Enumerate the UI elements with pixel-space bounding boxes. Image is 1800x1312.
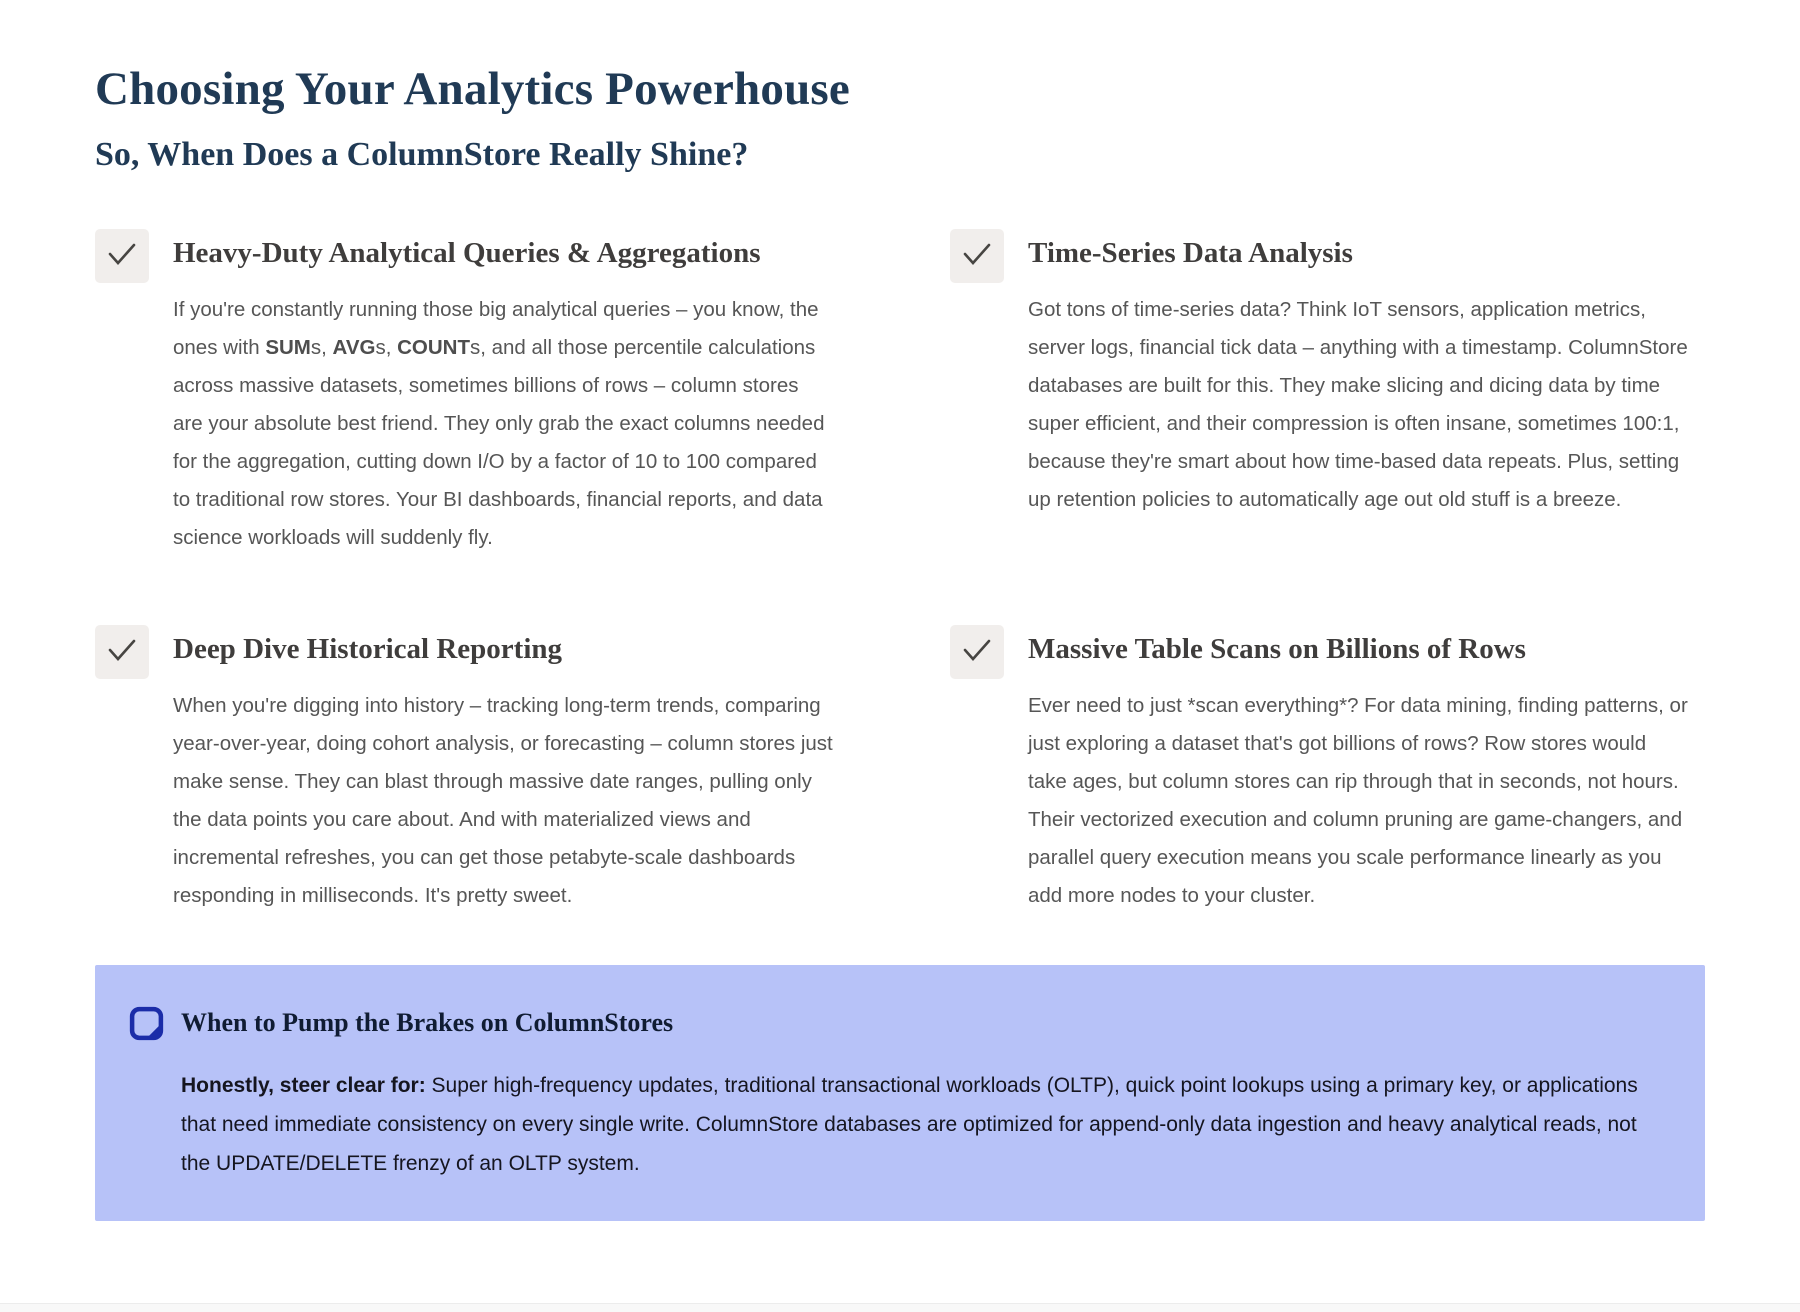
note-icon [128,1005,165,1042]
page-bottom-divider [0,1303,1800,1312]
feature-content [1028,625,1705,915]
checkmark-icon [950,625,1004,679]
feature-content [173,229,850,557]
feature-content [1028,229,1705,519]
page-title: Choosing Your Analytics Powerhouse [95,63,850,115]
checkmark-icon [95,229,149,283]
checkmark-icon [950,229,1004,283]
checkmark-icon [95,625,149,679]
callout-title: When to Pump the Brakes on ColumnStores [181,1008,674,1038]
callout-warning [95,965,1705,1221]
feature-content [173,625,850,915]
feature-section [950,625,1705,915]
feature-title: Time-Series Data Analysis [1028,236,1353,269]
checkmark-glyph [105,635,139,669]
checkmark-glyph [105,239,139,273]
feature-body: If you're constantly running those big analytical queries – you know, the ones with SUMs, AVGs, COUNTs, and all those percentile calculations across massive datasets, sometimes billions of rows – column stores are your absolute best friend. They only grab the exact columns needed for the aggregation, cutting down I/O by a factor of 10 to 100 compared to traditional row stores. Your BI dashboards, financial reports, and data science workloads will suddenly fly. [173,297,825,549]
feature-section [95,625,850,915]
feature-section [950,229,1705,557]
feature-section [95,229,850,557]
feature-body: When you're digging into history – tracking long-term trends, comparing year-over-year, doing cohort analysis, or forecasting – column stores just make sense. They can blast through massive date ranges, pulling only the data points you care about. And with materialized views and incremental refreshes, you can get those petabyte-scale dashboards responding in milliseconds. It's pretty sweet. [173,693,833,907]
note-icon-glyph [128,1005,165,1042]
feature-body: Got tons of time-series data? Think IoT sensors, application metrics, server logs, financial tick data – anything with a timestamp. ColumnStore databases are built for this. They make slicing and dicing data by time super efficient, and their compression is often insane, sometimes 100:1, because they're smart about how time-based data repeats. Plus, setting up retention policies to automatically age out old stuff is a breeze. [1028,297,1688,511]
features-grid [95,229,1705,915]
page-subtitle: So, When Does a ColumnStore Really Shine? [95,135,749,173]
checkmark-glyph [960,635,994,669]
feature-title: Heavy-Duty Analytical Queries & Aggregations [173,236,761,269]
feature-body: Ever need to just *scan everything*? For data mining, finding patterns, or just exploring a dataset that's got billions of rows? Row stores would take ages, but column stores can rip through that in seconds, not hours. Their vectorized execution and column pruning are game-changers, and parallel query execution means you scale performance linearly as you add more nodes to your cluster. [1028,693,1688,907]
callout-body: Honestly, steer clear for: Super high-frequency updates, traditional transactional workloads (OLTP), quick point lookups using a primary key, or applications that need immediate consistency on every single write. ColumnStore databases are optimized for append-only data ingestion and heavy analytical reads, not the UPDATE/DELETE frenzy of an OLTP system. [181,1073,1638,1175]
checkmark-glyph [960,239,994,273]
feature-title: Deep Dive Historical Reporting [173,632,563,665]
feature-title: Massive Table Scans on Billions of Rows [1028,632,1526,665]
callout-header [128,1005,1665,1042]
